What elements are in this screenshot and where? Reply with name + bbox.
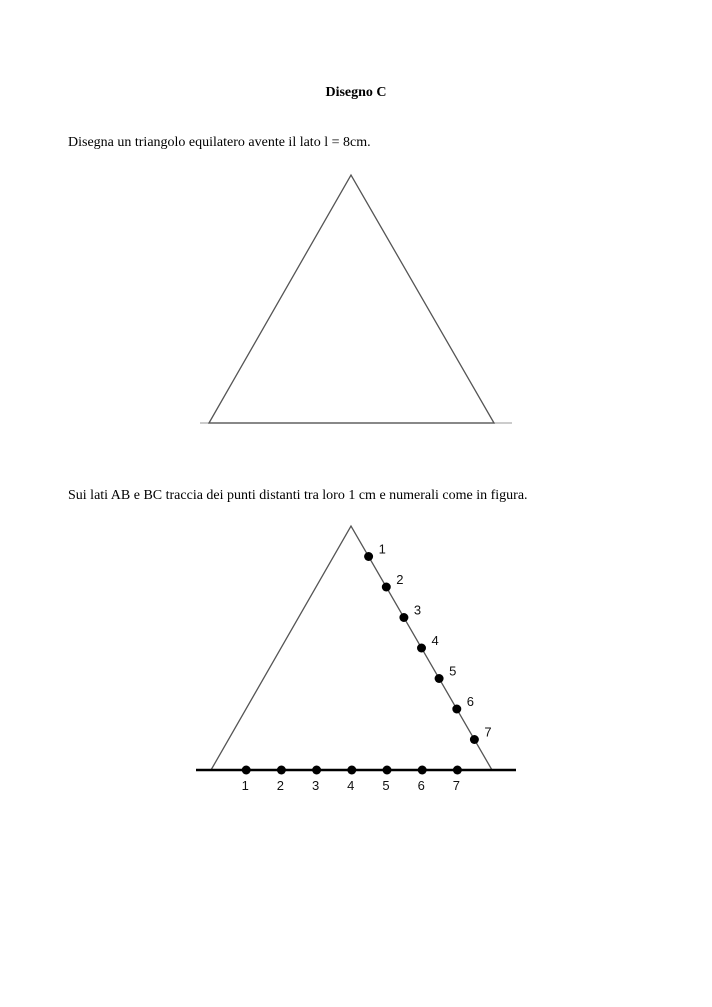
- base-point-label-2: 2: [276, 778, 285, 793]
- side-point-label-1: 1: [378, 541, 386, 557]
- base-point-3: [312, 766, 321, 775]
- side-point-label-4: 4: [431, 633, 439, 648]
- page-title: Disegno C: [325, 85, 387, 100]
- side-point-5: [435, 674, 444, 683]
- base-point-4: [347, 766, 356, 775]
- instruction-draw-triangle: Disegna un triangolo equilatero avente il lato l = 8cm.: [68, 135, 371, 150]
- side-point-6: [452, 705, 461, 714]
- side-point-1: [364, 552, 373, 561]
- side-point-4: [417, 644, 426, 653]
- side-point-label-2: 2: [396, 572, 404, 587]
- base-point-label-4: 4: [347, 778, 355, 793]
- numbered-triangle: [211, 526, 492, 770]
- side-point-label-3: 3: [413, 602, 422, 618]
- base-point-label-6: 6: [417, 778, 425, 793]
- base-point-1: [242, 766, 251, 775]
- base-point-label-7: 7: [452, 778, 461, 793]
- side-points: [364, 542, 492, 745]
- side-point-2: [382, 583, 391, 592]
- base-point-2: [277, 766, 286, 775]
- base-point-label-5: 5: [382, 778, 390, 793]
- figure-equilateral-triangle: [0, 160, 712, 440]
- base-point-7: [453, 766, 462, 775]
- figure-numbered-triangle: [0, 515, 712, 805]
- instruction-mark-points: Sui lati AB e BC traccia dei punti distanti tra loro 1 cm e numerali come in figura.: [68, 488, 528, 503]
- base-point-label-3: 3: [311, 778, 320, 793]
- equilateral-triangle: [209, 175, 494, 423]
- base-point-label-1: 1: [241, 778, 249, 793]
- base-point-6: [418, 766, 427, 775]
- base-point-5: [383, 766, 392, 775]
- side-point-3: [399, 613, 408, 622]
- side-point-label-7: 7: [484, 724, 492, 740]
- side-point-label-5: 5: [449, 663, 457, 679]
- side-point-7: [470, 735, 479, 744]
- side-point-label-6: 6: [466, 694, 475, 709]
